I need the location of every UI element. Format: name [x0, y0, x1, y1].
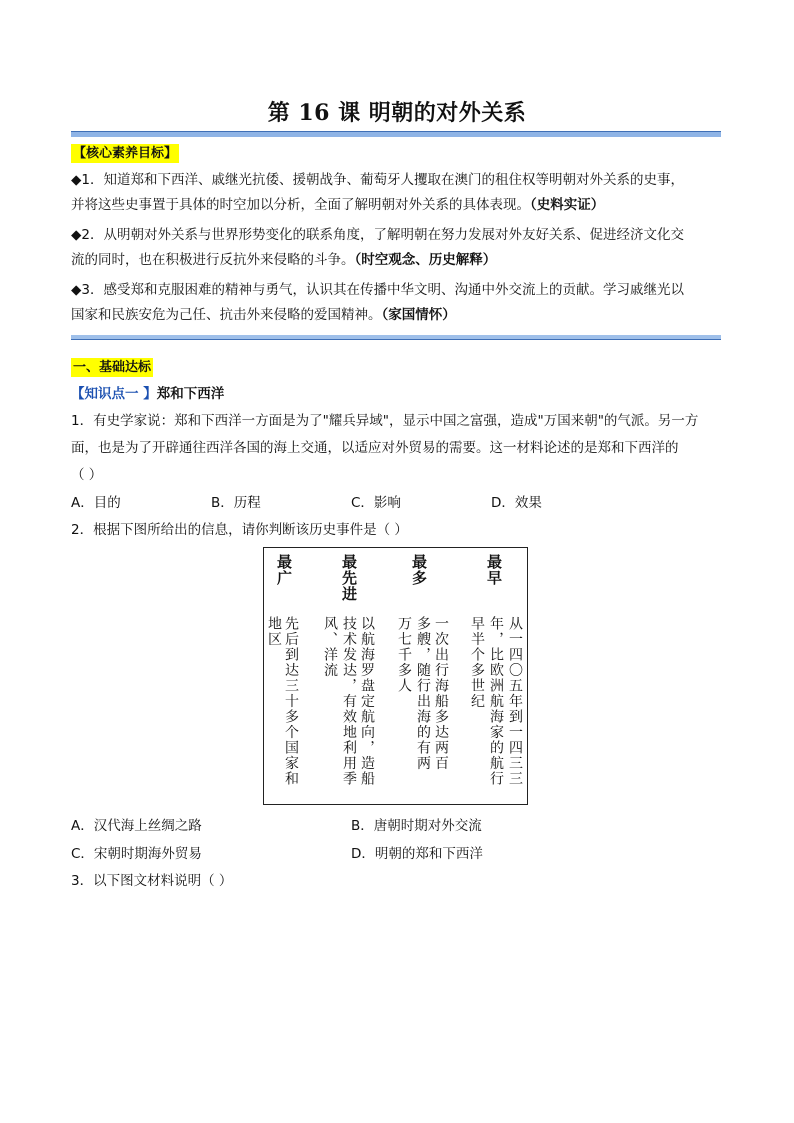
q2-option-c[interactable]: C．宋朝时期海外贸易 [71, 846, 202, 862]
core-item-3-line2: 国家和民族安危为己任、抗击外来侵略的爱国精神。（家国情怀） [71, 307, 456, 323]
q2-option-a[interactable]: A．汉代海上丝绸之路 [71, 818, 202, 834]
q3-stem: 3．以下图文材料说明（ ） [71, 873, 233, 889]
section-divider [71, 335, 721, 340]
figure-header-widest: 最广 [275, 554, 293, 586]
section-label: 一、基础达标 [73, 360, 152, 375]
q2-option-d[interactable]: D．明朝的郑和下西洋 [351, 846, 483, 862]
figure-text-most-a: 一次出行海船多达两百 [433, 616, 449, 771]
figure-header-most-advanced: 最先进 [340, 554, 358, 602]
q1-option-d[interactable]: D．效果 [491, 495, 542, 511]
core-item-3-tag: （家国情怀） [381, 307, 456, 323]
figure-text-most-c: 万七千多人 [396, 616, 412, 694]
core-item-3-line1: ◆3．感受郑和克服困难的精神与勇气，认识其在传播中华文明、沟通中外交流上的贡献。学习戚继光以 [71, 282, 684, 298]
page-title: 第 16 课 明朝的对外关系 [267, 100, 527, 126]
figure-text-widest-b: 地区 [266, 616, 282, 647]
core-item-2-line1: ◆2．从明朝对外关系与世界形势变化的联系角度，了解明朝在努力发展对外友好关系、促进经济文化交 [71, 227, 684, 243]
q1-stem-line1: 1．有史学家说：郑和下西洋一方面是为了"耀兵异域"，显示中国之富强，造成"万国来朝"的气派。另一方 [71, 413, 699, 429]
q2-stem: 2．根据下图所给出的信息，请你判断该历史事件是（ ） [71, 522, 408, 538]
knowledge-point-heading [71, 385, 224, 403]
zhenghe-info-figure [263, 547, 528, 805]
figure-header-most: 最多 [410, 554, 428, 586]
figure-text-advanced-b: 技术发达，有效地利用季 [341, 616, 357, 787]
figure-text-earliest-c: 早半个多世纪 [469, 616, 485, 709]
knowledge-point-title: 郑和下西洋 [156, 386, 225, 402]
q1-option-c[interactable]: C．影响 [351, 495, 401, 511]
figure-header-earliest: 最早 [485, 554, 503, 586]
title-divider [71, 131, 721, 137]
core-item-1-line1: ◆1．知道郑和下西洋、戚继光抗倭、援朝战争、葡萄牙人攫取在澳门的租住权等明朝对外关系的史事， [71, 172, 684, 188]
q1-option-b[interactable]: B．历程 [211, 495, 261, 511]
figure-text-advanced-a: 以航海罗盘定航向，造船 [359, 616, 375, 787]
q2-option-b[interactable]: B．唐朝时期对外交流 [351, 818, 482, 834]
q1-option-a[interactable]: A．目的 [71, 495, 121, 511]
knowledge-point-label: 【知识点一 】 [71, 386, 157, 402]
core-goals-label: 【核心素养目标】 [73, 146, 178, 161]
q1-stem-line2: 面，也是为了开辟通往西洋各国的海上交通，以适应对外贸易的需要。这一材料论述的是郑和下西洋的 [71, 440, 679, 456]
figure-text-advanced-c: 风、洋流 [322, 616, 338, 678]
q1-stem-line3: （ ） [71, 467, 103, 483]
core-item-1-line2: 并将这些史事置于具体的时空加以分析，全面了解明朝对外关系的具体表现。（史料实证） [71, 197, 605, 213]
core-item-2-tag: （时空观念、历史解释） [354, 252, 497, 268]
figure-text-widest-a: 先后到达三十多个国家和 [283, 616, 299, 787]
figure-text-earliest-a: 从一四〇五年到一四三三 [507, 616, 523, 787]
core-item-2-line2: 流的同时，也在积极进行反抗外来侵略的斗争。（时空观念、历史解释） [71, 252, 497, 268]
core-item-1-tag: （史料实证） [530, 197, 605, 213]
figure-text-earliest-b: 年，比欧洲航海家的航行 [488, 616, 504, 787]
figure-text-most-b: 多艘，随行出海的有两 [415, 616, 431, 771]
